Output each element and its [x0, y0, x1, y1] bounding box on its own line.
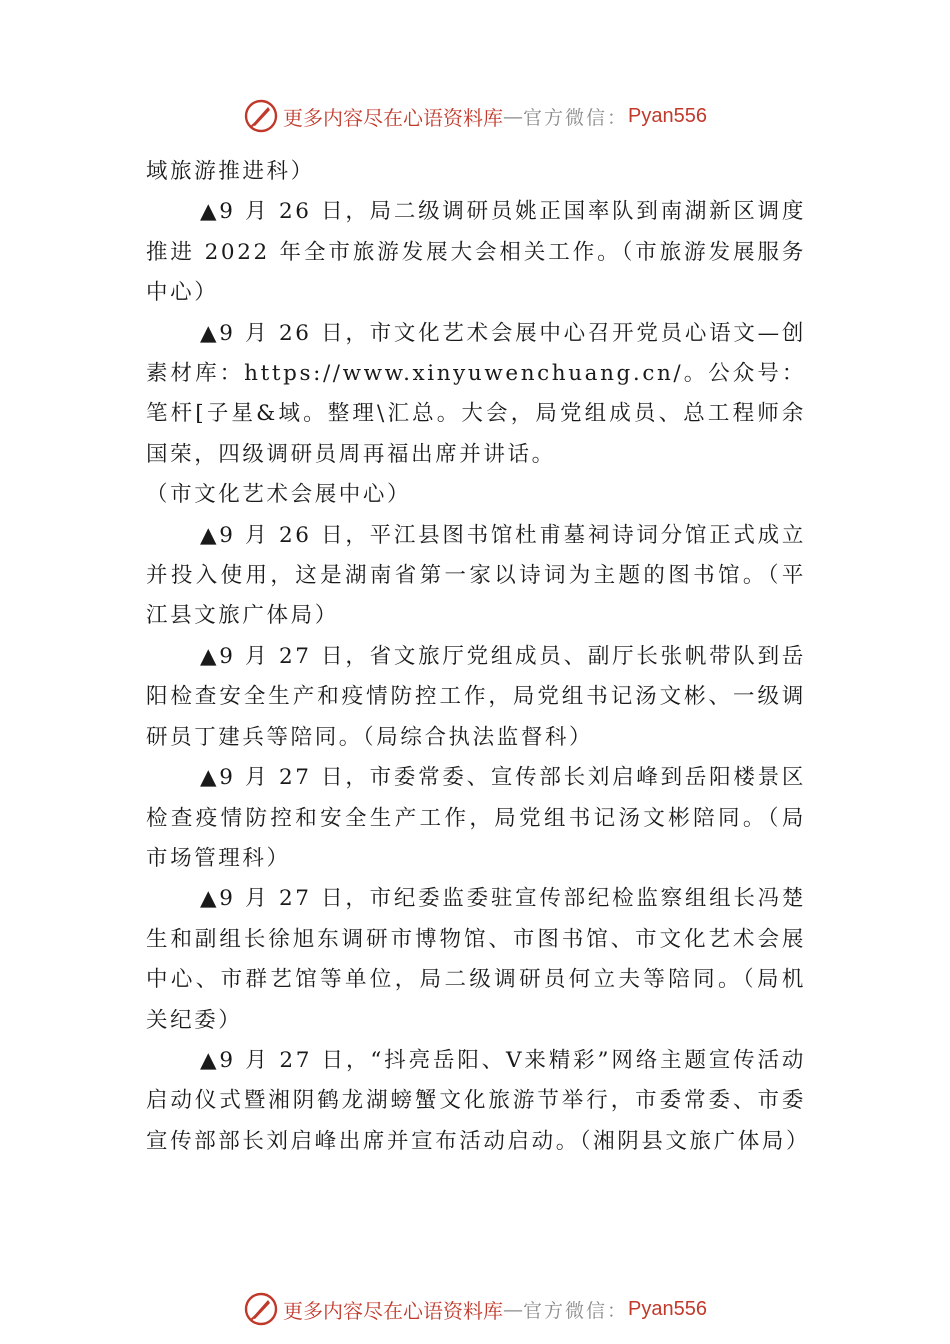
wechat-label: 官方微信：: [523, 1299, 629, 1322]
wechat-account: Pyan556: [628, 104, 707, 127]
paragraph-continuation: 域旅游推进科）: [146, 159, 315, 184]
news-item: ▲9 月 26 日，市文化艺术会展中心召开党员心语文—创素材库：https://www.xinyuwenchuang.cn/。公众号：笔杆[子星&域。整理\汇总。大会，局党组成员、总工程师余国荣，四级调研员周再福出席并讲话。: [146, 320, 806, 467]
quill-logo-icon: [243, 1291, 279, 1327]
news-item: ▲9 月 27 日，市委常委、宣传部长刘启峰到岳阳楼景区检查疫情防控和安全生产工作，局党组书记汤文彬陪同。（局市场管理科）: [146, 765, 806, 871]
news-item: ▲9 月 26 日，平江县图书馆杜甫墓祠诗词分馆正式成立并投入使用，这是湖南省第一家以诗词为主题的图书馆。（平江县文旅广体局）: [146, 522, 806, 629]
separator-dash: —: [503, 1297, 523, 1321]
news-item: ▲9 月 27 日，市纪委监委驻宣传部纪检监察组组长冯楚生和副组长徐旭东调研市博物馆、市图书馆、市文化艺术会展中心、市群艺馆等单位，局二级调研员何立夫等陪同。（局机关纪委）: [146, 886, 806, 1033]
quill-logo-icon: [243, 98, 279, 134]
brand-text: 更多内容尽在心语资料库: [283, 105, 503, 130]
news-item: ▲9 月 27 日，“抖亮岳阳、V来精彩”网络主题宣传活动启动仪式暨湘阴鹤龙湖螃蟹文化旅游节举行，市委常委、市委宣传部部长刘启峰出席并宣布活动启动。（湘阴县文旅广体局）: [146, 1047, 811, 1154]
news-item: ▲9 月 27 日，省文旅厅党组成员、副厅长张帆带队到岳阳检查安全生产和疫情防控工作，局党组书记汤文彬、一级调研员丁建兵等陪同。（局综合执法监督科）: [146, 643, 806, 750]
news-item-source: （市文化艺术会展中心）: [146, 482, 412, 508]
header-banner: [0, 96, 950, 136]
news-item: ▲9 月 26 日，局二级调研员姚正国率队到南湖新区调度推进 2022 年全市旅游发展大会相关工作。（市旅游发展服务中心）: [146, 199, 806, 306]
wechat-account: Pyan556: [628, 1297, 707, 1320]
document-body: [146, 152, 811, 1162]
separator-dash: —: [503, 104, 523, 128]
brand-text: 更多内容尽在心语资料库: [283, 1298, 503, 1323]
footer-banner: [0, 1289, 950, 1329]
wechat-label: 官方微信：: [523, 106, 629, 129]
